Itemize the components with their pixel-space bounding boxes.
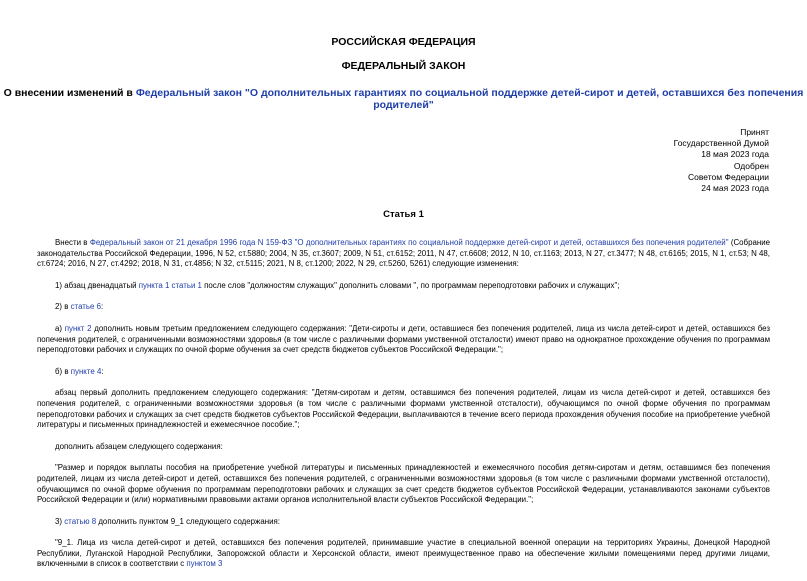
approval-date: 24 мая 2023 года	[701, 183, 769, 194]
article-6-link[interactable]: статье 6	[70, 302, 101, 312]
text-fragment: :	[101, 366, 104, 376]
text-fragment: 1) абзац двенадцатый	[55, 280, 139, 290]
paragraph-intro	[37, 238, 770, 270]
approval-line: Советом Федерации	[688, 171, 769, 182]
text-fragment: 3)	[55, 516, 65, 526]
country-heading: РОССИЙСКАЯ ФЕДЕРАЦИЯ	[331, 36, 476, 48]
paragraph-item-2	[37, 302, 770, 313]
acceptance-line: Государственной Думой	[673, 138, 769, 149]
law-title	[0, 87, 807, 111]
article-body	[37, 238, 770, 581]
point-2-link[interactable]: пункт 2	[64, 323, 92, 333]
text-fragment: Внести в	[55, 238, 90, 247]
paragraph-item-2a	[37, 324, 770, 356]
text-fragment: дополнить пунктом 9_1 следующего содержания:	[96, 516, 280, 526]
paragraph-item-3	[37, 517, 770, 528]
paragraph-item-2b	[37, 367, 770, 378]
law-title-prefix: О внесении изменений в	[3, 87, 136, 99]
paragraph-item-1	[37, 281, 770, 292]
law-reference-link[interactable]: Федеральный закон от 21 декабря 1996 года N 159-ФЗ "О дополнительных гарантиях по социальной поддержке детей-сирот и детей, оставшихся без попечения родителей"	[89, 238, 729, 247]
point-4-link[interactable]: пункте 4	[70, 366, 102, 376]
text-fragment: дополнить новым третьим предложением следующего содержания: "Дети-сироты и дети, оставшиеся без попечения родителей, лица из числа детей-сирот и детей, оставшихся без попечения родителей, с ограниченными возможностями здоровья (в том числе с различными формами умственной отсталости) имеют право на однократное прохождение обучения по программам переподготовки рабочих и служащих по очной форме обучения за счет средств бюджетов субъектов Российской Федерации.";	[37, 323, 771, 355]
article-8-link[interactable]: статью 8	[64, 516, 97, 526]
text-fragment: а)	[55, 323, 65, 333]
article-1-link[interactable]: пункта 1 статьи 1	[138, 280, 202, 290]
law-type-heading: ФЕДЕРАЛЬНЫЙ ЗАКОН	[341, 60, 466, 72]
text-fragment: :	[100, 302, 104, 312]
acceptance-date: 18 мая 2023 года	[701, 149, 769, 160]
law-title-link[interactable]: Федеральный закон "О дополнительных гарантиях по социальной поддержке детей-сирот и детей, оставшихся без попечения родителей"	[135, 87, 804, 111]
paragraph-add-abzac: дополнить абзацем следующего содержания:	[55, 441, 223, 451]
text-fragment: б) в	[55, 366, 71, 376]
acceptance-block	[674, 127, 769, 194]
approval-line: Одобрен	[733, 160, 769, 171]
acceptance-line: Принят	[740, 127, 769, 137]
point-3-link[interactable]: пунктом 3	[186, 559, 223, 569]
text-fragment: "9_1. Лица из числа детей-сирот и детей, оставшихся без попечения родителей, принимавшие участие в специальной военной операции на территориях Украины, Донецкой Народной Республики, Луганской Народной Республики, Запорожской области и Херсонской области, имеют преимущественное право на обеспечение жилыми помещениями перед другими лицами, включенными в список в соответствии с	[37, 538, 770, 569]
text-fragment: (Собрание законодательства Российской Федерации, 1996, N 52, ст.5880; 2004, N 35, ст.3607; 2009, N 51, ст.6152; 2011, N 47, ст.6608; 2012, N 10, ст.1163; 2013, N 27, ст.3477; N 48, ст.6165; 2015, N 1, ст.53; N 48, ст.6724; 2016, N 27, ст.4292; 2018, N 31, ст.4856; N 32, ст.5115; 2021, N 8, ст.1200; 2022, N 29, ст.5260, 5261) следующие изменения:	[37, 238, 771, 269]
article-title: Статья 1	[383, 209, 424, 220]
paragraph-quote: "Размер и порядок выплаты пособия на приобретение учебной литературы и письменных принадлежностей и ежемесячного пособия детям-сиротам и детям, оставшимся без попечения родителей, лицам из числа детей-сирот и детей, оставшихся без попечения родителей, с ограниченными возможностями здоровья (в том числе с различными формами умственной отсталости), обучающимся по очной форме обучения по программам переподготовки рабочих и служащих за счет средств бюджетов субъектов Российской Федерации, устанавливаются законами субъектов Российской Федерации и (или) нормативными правовыми актами органов исполнительной власти субъектов Российской Федерации.";	[37, 463, 770, 505]
paragraph-first-abzac: абзац первый дополнить предложением следующего содержания: "Детям-сиротам и детям, оставшимся без попечения родителей, лицам из числа детей-сирот и детей, оставшихся без попечения родителей, с ограниченными возможностями здоровья (в том числе с различными формами умственной отсталости), обучающимся по очной форме обучения по программам переподготовки рабочих и служащих за счет средств бюджетов субъектов Российской Федерации, выплачиваются в течение всего периода прохождения обучения пособие на приобретение учебной литературы и письменных принадлежностей и ежемесячное пособие.";	[37, 388, 770, 430]
text-fragment: после слов "должностям служащих" дополнить словами ", по программам переподготовки рабочих и служащих";	[201, 280, 620, 290]
text-fragment: 2) в	[55, 302, 71, 312]
paragraph-9-1	[37, 538, 770, 570]
